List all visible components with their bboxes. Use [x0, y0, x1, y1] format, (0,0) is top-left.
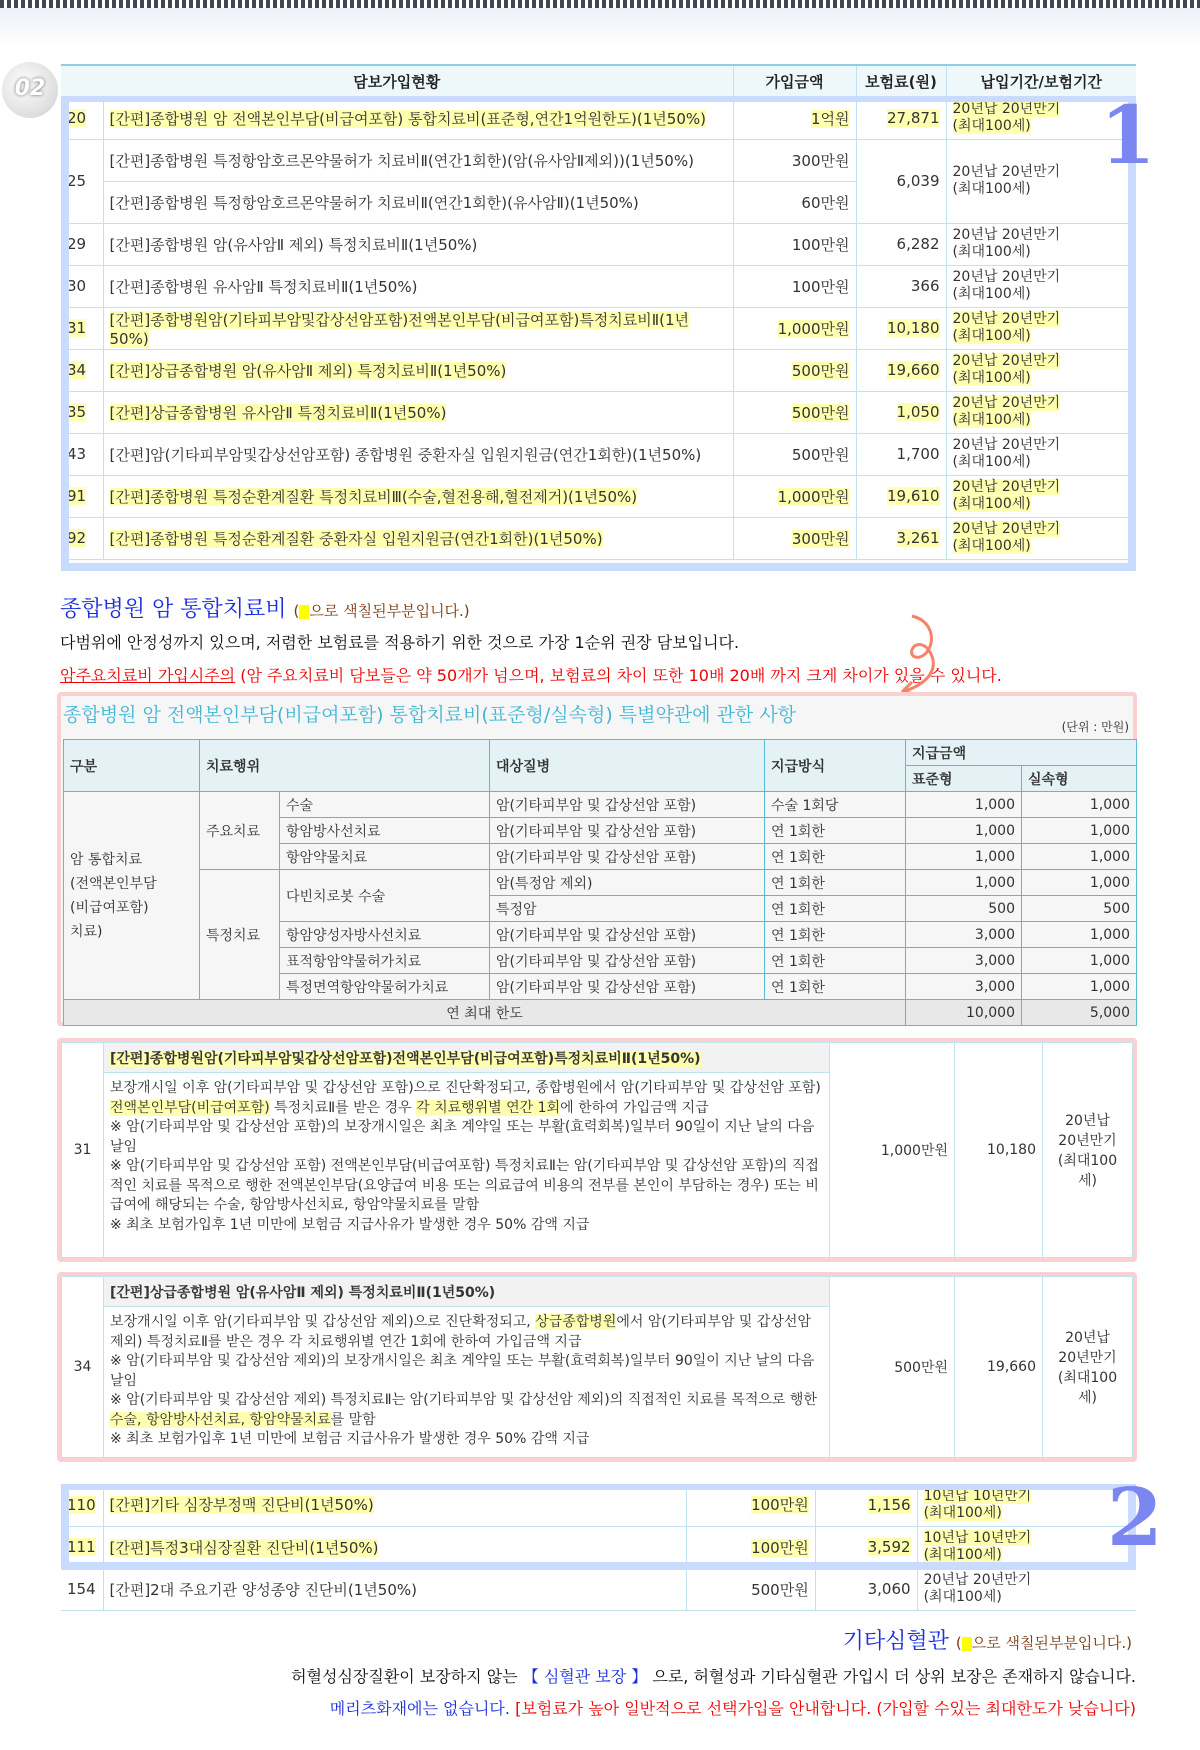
row-amount — [733, 223, 856, 265]
section1-desc: 다범위에 안정성까지 있으며, 저렴한 보험료를 적용하기 위한 것으로 가장 1순위 권장 담보입니다. — [60, 633, 740, 652]
period-max: (최대100세) — [952, 370, 1031, 386]
method-cell: 연 1회한 — [765, 922, 906, 948]
table-row — [61, 307, 1136, 349]
row-amount — [733, 181, 856, 223]
method-cell: 연 1회한 — [765, 974, 906, 1000]
col-premium: 보험료(원) — [856, 65, 946, 97]
row-amount-text: 1,000만원 — [777, 319, 850, 338]
period-max: (최대100세) — [1057, 1153, 1118, 1189]
period-term: 20년만기 — [1058, 1133, 1117, 1149]
section1-title-text: 종합병원 암 통합치료비 — [60, 597, 287, 622]
period-max: (최대100세) — [952, 496, 1031, 512]
row-premium-text: 366 — [910, 277, 940, 295]
row-amount — [733, 517, 856, 559]
row-amount-text: 300만원 — [791, 151, 850, 170]
row-period — [917, 1484, 1136, 1526]
act-cell: 수술 — [280, 792, 490, 818]
period-text: 20년납 20년만기 — [952, 164, 1061, 180]
row-premium — [856, 97, 946, 139]
method-cell: 연 1회한 — [765, 896, 906, 922]
row-premium — [856, 223, 946, 265]
row-name — [103, 307, 733, 349]
method-cell: 연 1회한 — [765, 844, 906, 870]
disease-cell: 암(기타피부암 및 갑상선암 포함) — [490, 844, 765, 870]
warning-text: (암 주요치료비 담보들은 약 50개가 넘으며, 보험료의 차이 또한 10배 20배 까지 크게 차이가 있을 수 있니다. — [235, 666, 1002, 685]
group-cell: 주요치료 — [200, 792, 280, 870]
text: 으로, 허혈성과 기타심혈관 가입시 더 상위 보장은 존재하지 않습니다. — [647, 1667, 1136, 1686]
detail-34-panel — [57, 1272, 1137, 1462]
section1-title — [60, 592, 470, 623]
detail-period — [1043, 1043, 1133, 1258]
period-text: 20년납 20년만기 — [923, 1572, 1032, 1588]
period-text: 20년납 20년만기 — [952, 101, 1061, 117]
act-cell: 항암약물치료 — [280, 844, 490, 870]
row-amount-text: 1,000만원 — [777, 487, 850, 506]
std-cell: 3,000 — [906, 948, 1022, 974]
row-name — [103, 1526, 687, 1568]
row-name-text: [간편]종합병원 특정순환계질환 중환자실 입원지원금(연간1회한)(1년50%) — [109, 529, 603, 548]
eco-cell: 1,000 — [1022, 948, 1137, 974]
row-amount — [733, 139, 856, 181]
detail-no: 31 — [62, 1043, 104, 1258]
table-row — [61, 1484, 1136, 1526]
note: 를 말함 — [330, 1411, 376, 1428]
row-name — [103, 391, 733, 433]
period-text: 10년납 10년만기 — [923, 1530, 1032, 1546]
row-amount-text: 1억원 — [810, 109, 850, 128]
period-max: (최대100세) — [1057, 1370, 1118, 1406]
row-premium — [856, 433, 946, 475]
row-premium-text: 6,039 — [896, 172, 940, 190]
std-cell: 1,000 — [906, 870, 1022, 896]
detail-title: [간편]상급종합병원 암(유사암Ⅱ 제외) 특정치료비Ⅱ(1년50%) — [104, 1277, 830, 1307]
text: 메리츠화재에는 없습니다. — [329, 1699, 510, 1718]
row-name-text: [간편]기타 심장부정맥 진단비(1년50%) — [109, 1496, 374, 1515]
method-cell: 연 1회한 — [765, 948, 906, 974]
table-row — [61, 223, 1136, 265]
row-premium — [856, 517, 946, 559]
row-amount — [733, 97, 856, 139]
row-name — [103, 181, 733, 223]
row-period — [946, 307, 1136, 349]
row-name-text: [간편]종합병원 특정항암호르몬약물허가 치료비Ⅱ(연간1회한)(암(유사암Ⅱ제외))(1년50%) — [109, 151, 694, 170]
section2-title-text: 기타심혈관 — [842, 1629, 949, 1654]
period-text: 20년납 20년만기 — [952, 269, 1061, 285]
row-no — [61, 475, 103, 517]
total-std: 10,000 — [906, 1000, 1022, 1026]
row-no — [61, 1484, 103, 1526]
paren: ( — [955, 1634, 962, 1652]
row-amount — [733, 475, 856, 517]
hdr-pay: 지급금액 — [906, 740, 1137, 766]
period-max: (최대100세) — [923, 1547, 1002, 1563]
row-name-text: [간편]상급종합병원 유사암Ⅱ 특정치료비Ⅱ(1년50%) — [109, 403, 447, 422]
row-name — [103, 1568, 687, 1610]
text: 에 한하여 가입금액 지급 — [560, 1099, 709, 1116]
row-no — [61, 349, 103, 391]
note: ※ 암(기타피부암 및 갑상선암 제외) 특정치료Ⅱ는 암(기타피부암 및 갑상선암 제외)의 직접적인 치료를 목적으로 행한 — [110, 1392, 817, 1408]
row-premium-text: 3,261 — [896, 529, 940, 547]
period-text: 20년납 20년만기 — [952, 437, 1061, 453]
row-amount — [733, 307, 856, 349]
period-text: 20년납 20년만기 — [952, 521, 1061, 537]
eco-cell: 1,000 — [1022, 922, 1137, 948]
special-terms-title: 종합병원 암 전액본인부담(비급여포함) 통합치료비(표준형/실속형) 특별약관에 관한 사항 — [63, 704, 797, 726]
row-no — [61, 223, 103, 265]
row-period — [946, 391, 1136, 433]
row-period — [946, 223, 1136, 265]
row-premium-text: 3,060 — [867, 1580, 911, 1598]
highlight: 전액본인부담(비급여포함) — [110, 1099, 270, 1116]
row-no — [61, 391, 103, 433]
row-no — [61, 307, 103, 349]
row-premium — [856, 265, 946, 307]
detail-title-text: [간편]종합병원암(기타피부암및갑상선암포함)전액본인부담(비급여포함)특정치료비Ⅱ(1년50%) — [110, 1050, 701, 1067]
warning-label: 암주요치료비 가입시주의 — [60, 666, 236, 685]
group-cell: 특정치료 — [200, 870, 280, 1000]
section2-title — [843, 1624, 1132, 1655]
table-row — [61, 475, 1136, 517]
row-name-text: [간편]특정3대심장질환 진단비(1년50%) — [109, 1538, 379, 1557]
row-name-text: [간편]종합병원 유사암Ⅱ 특정치료비Ⅱ(1년50%) — [109, 277, 418, 296]
detail-body — [104, 1307, 830, 1458]
table-row — [61, 391, 1136, 433]
row-no-text: 29 — [67, 235, 87, 253]
row-amount-text: 100만원 — [751, 1538, 809, 1557]
period-pay: 20년납 — [1065, 1113, 1110, 1129]
hdr-eco: 실속형 — [1022, 766, 1137, 792]
row-amount — [687, 1568, 816, 1610]
row-premium-text: 27,871 — [887, 109, 940, 127]
col-amount: 가입금액 — [733, 65, 856, 97]
row-name — [103, 265, 733, 307]
detail-premium: 10,180 — [955, 1043, 1043, 1258]
row-premium-text: 10,180 — [887, 319, 940, 337]
note: ※ 최초 보험가입후 1년 미만에 보험금 지급사유가 발생한 경우 50% 감액 지급 — [110, 1431, 590, 1447]
note: ※ 암(기타피부암 및 갑상선암 제외)의 보장개시일은 최초 계약일 또는 부활(효력회복)일부터 90일이 지난 날의 다음날임 — [110, 1353, 815, 1389]
period-text: 20년납 20년만기 — [952, 227, 1061, 243]
text: 보장개시일 이후 암(기타피부암 및 갑상선암 제외)으로 진단확정되고, — [110, 1314, 536, 1330]
std-cell: 500 — [906, 896, 1022, 922]
detail-premium: 19,660 — [955, 1277, 1043, 1458]
row-no — [61, 433, 103, 475]
act-cell: 항암방사선치료 — [280, 818, 490, 844]
table-row — [64, 792, 1137, 818]
row-amount-text: 500만원 — [751, 1580, 809, 1599]
row-period — [917, 1526, 1136, 1568]
row-premium — [856, 475, 946, 517]
row-premium — [856, 307, 946, 349]
row-name-text: [간편]종합병원암(기타피부암및갑상선암포함)전액본인부담(비급여포함)특정치료비Ⅱ(1년50%) — [109, 310, 690, 348]
note: ※ 최초 보험가입후 1년 미만에 보험금 지급사유가 발생한 경우 50% 감액 지급 — [110, 1216, 590, 1233]
table-row — [61, 139, 1136, 181]
period-text: 20년납 20년만기 — [952, 479, 1061, 495]
row-premium — [815, 1526, 917, 1568]
row-no-text: 34 — [67, 361, 87, 379]
special-terms-panel — [57, 692, 1137, 1026]
row-premium — [856, 139, 946, 223]
period-max: (최대100세) — [952, 286, 1031, 302]
row-amount — [733, 265, 856, 307]
period-max: (최대100세) — [952, 244, 1031, 260]
row-name — [103, 475, 733, 517]
table-row — [61, 1526, 1136, 1568]
category-cell: 암 통합치료 (전액본인부담 (비급여포함) 치료) — [64, 792, 200, 1000]
period-max: (최대100세) — [952, 538, 1031, 554]
row-period — [946, 349, 1136, 391]
std-cell: 3,000 — [906, 974, 1022, 1000]
period-term: 20년만기 — [1058, 1350, 1117, 1366]
std-cell: 1,000 — [906, 792, 1022, 818]
row-premium-text: 3,592 — [867, 1538, 911, 1556]
disease-cell: 특정암 — [490, 896, 765, 922]
row-name — [103, 223, 733, 265]
detail-period — [1043, 1277, 1133, 1458]
hdr-treat: 치료행위 — [200, 740, 490, 792]
top-dotted-border — [0, 0, 1200, 8]
section1-note: 으로 색칠된부분입니다.) — [309, 602, 470, 620]
row-name-text: [간편]종합병원 암 전액본인부담(비급여포함) 통합치료비(표준형,연간1억원한도)(1년50%) — [109, 109, 706, 128]
disease-cell: 암(기타피부암 및 갑상선암 포함) — [490, 948, 765, 974]
row-amount — [733, 349, 856, 391]
table-row — [61, 517, 1136, 559]
row-no — [61, 517, 103, 559]
table-row — [61, 1568, 1136, 1610]
period-max: (최대100세) — [923, 1504, 1002, 1521]
period-max: (최대100세) — [952, 454, 1031, 470]
method-cell: 연 1회한 — [765, 870, 906, 896]
row-amount-text: 100만원 — [751, 1496, 809, 1515]
row-period — [917, 1568, 1136, 1610]
detail-31-panel — [57, 1038, 1137, 1262]
hdr-gubun: 구분 — [64, 740, 200, 792]
note: ※ 암(기타피부암 및 갑상선암 포함)의 보장개시일은 최초 계약일 또는 부활(효력회복)일부터 90일이 지난 날의 다음날임 — [110, 1119, 815, 1155]
row-premium — [856, 349, 946, 391]
row-no — [61, 1568, 103, 1610]
total-row — [64, 1000, 1137, 1026]
method-cell: 수술 1회당 — [765, 792, 906, 818]
detail-amount: 500만원 — [830, 1277, 955, 1458]
row-no-text: 110 — [67, 1495, 96, 1514]
disease-cell: 암(기타피부암 및 갑상선암 포함) — [490, 922, 765, 948]
row-no-text: 20 — [67, 109, 87, 127]
section1-warning — [60, 663, 1002, 686]
note: ※ 암(기타피부암 및 갑상선암 포함) 전액본인부담(비급여포함) 특정치료Ⅱ는 암(기타피부암 및 갑상선암 포함)의 직접적인 치료를 목적으로 행한 전액본인부담(요양급여 비용 또는 의료급여 비용의 전부를 본인이 부담하는 경우) 또는 비급여에 해당되는 수술, 항암방사선치료, 항암약물치료를 말함 — [110, 1158, 819, 1213]
hdr-std: 표준형 — [906, 766, 1022, 792]
table-row — [61, 97, 1136, 139]
period-max: (최대100세) — [952, 118, 1031, 134]
act-cell: 표적항암약물허가치료 — [280, 948, 490, 974]
std-cell: 1,000 — [906, 844, 1022, 870]
total-label: 연 최대 한도 — [64, 1000, 906, 1026]
row-premium-text: 1,156 — [867, 1495, 911, 1514]
std-cell: 1,000 — [906, 818, 1022, 844]
highlight: 상급종합병원 — [535, 1314, 617, 1330]
row-no-text: 154 — [67, 1580, 96, 1598]
hdr-method: 지급방식 — [765, 740, 906, 792]
period-text: 20년납 20년만기 — [952, 395, 1061, 411]
section2-desc — [291, 1664, 1136, 1687]
disease-cell: 암(기타피부암 및 갑상선암 포함) — [490, 974, 765, 1000]
row-premium-text: 19,660 — [887, 361, 940, 379]
row-no-text: 91 — [67, 487, 87, 505]
table-row — [64, 870, 1137, 896]
top-fade — [0, 8, 1200, 48]
coverage-table-1 — [61, 64, 1136, 560]
yellow-swatch-icon — [962, 1637, 972, 1651]
row-no-text: 25 — [67, 172, 87, 190]
detail-amount: 1,000만원 — [830, 1043, 955, 1258]
row-no — [61, 97, 103, 139]
row-amount-text: 300만원 — [791, 529, 850, 548]
row-amount-text: 500만원 — [791, 361, 850, 380]
row-amount — [687, 1484, 816, 1526]
row-name-text: [간편]종합병원 암(유사암Ⅱ 제외) 특정치료비Ⅱ(1년50%) — [109, 235, 478, 254]
eco-cell: 1,000 — [1022, 870, 1137, 896]
period-text: 20년납 20년만기 — [952, 311, 1061, 327]
row-name — [103, 349, 733, 391]
detail-title — [104, 1043, 830, 1073]
row-period — [946, 265, 1136, 307]
disease-cell: 암(기타피부암 및 갑상선암 포함) — [490, 818, 765, 844]
period-max: (최대100세) — [952, 181, 1031, 197]
section-number-badge — [2, 62, 58, 118]
text: [보험료가 높아 일반적으로 선택가입을 안내합니다. (가입할 수있는 최대한도가 낮습니다) — [509, 1699, 1136, 1718]
table-row — [61, 265, 1136, 307]
row-premium — [815, 1568, 917, 1610]
text: 특정치료Ⅱ를 받은 경우 — [269, 1099, 417, 1116]
row-period — [946, 139, 1136, 223]
row-premium-text: 1,050 — [896, 403, 940, 421]
row-no-text: 111 — [67, 1538, 96, 1556]
period-max: (최대100세) — [952, 412, 1031, 428]
row-premium — [815, 1484, 917, 1526]
section2-warning — [330, 1696, 1136, 1719]
period-text: 20년납 20년만기 — [952, 353, 1061, 369]
highlight: 각 치료행위별 연간 1회 — [416, 1099, 561, 1116]
row-premium-text: 6,282 — [896, 235, 940, 253]
row-name — [103, 139, 733, 181]
emphasis: 【 심혈관 보장 】 — [522, 1667, 648, 1686]
row-premium-text: 1,700 — [896, 445, 940, 463]
row-no-text: 92 — [67, 529, 87, 547]
row-no-text: 30 — [67, 277, 87, 295]
row-name-text: [간편]종합병원 특정순환계질환 특정치료비Ⅲ(수술,혈전용해,혈전제거)(1년50%) — [109, 487, 638, 506]
detail-no: 34 — [62, 1277, 104, 1458]
group-2-mark: 2 — [1107, 1470, 1163, 1564]
std-cell: 3,000 — [906, 922, 1022, 948]
col-coverage: 담보가입현황 — [61, 65, 733, 97]
row-amount-text: 500만원 — [791, 403, 850, 422]
yellow-swatch-icon — [299, 605, 309, 619]
text: 허혈성심장질환이 보장하지 않는 — [291, 1667, 523, 1686]
row-no — [61, 139, 103, 223]
act-cell: 다빈치로봇 수술 — [280, 870, 490, 922]
row-name — [103, 97, 733, 139]
hdr-disease: 대상질병 — [490, 740, 765, 792]
row-no-text: 31 — [67, 319, 87, 337]
row-name — [103, 517, 733, 559]
row-name-text: [간편]암(기타피부암및갑상선암포함) 종합병원 중환자실 입원지원금(연간1회한)(1년50%) — [109, 445, 702, 464]
period-text: 10년납 10년만기 — [923, 1487, 1032, 1504]
table-row — [61, 433, 1136, 475]
total-eco: 5,000 — [1022, 1000, 1137, 1026]
act-cell: 특정면역항암약물허가치료 — [280, 974, 490, 1000]
row-no-text: 43 — [67, 445, 87, 463]
method-cell: 연 1회한 — [765, 818, 906, 844]
row-no — [61, 265, 103, 307]
row-name — [103, 433, 733, 475]
eco-cell: 500 — [1022, 896, 1137, 922]
paren: ( — [293, 602, 300, 620]
text: 보장개시일 이후 암(기타피부암 및 갑상선암 포함)으로 진단확정되고, 종합병원에서 암(기타피부암 및 갑상선암 포함) — [110, 1080, 821, 1096]
badge-text: 02 — [14, 76, 46, 101]
row-name — [103, 1484, 687, 1526]
row-premium-text: 19,610 — [887, 487, 940, 505]
row-name-text: [간편]종합병원 특정항암호르몬약물허가 치료비Ⅱ(연간1회한)(유사암Ⅱ)(1년50%) — [109, 193, 639, 212]
row-amount-text: 500만원 — [791, 445, 850, 464]
text: 에서 암(기타피부암 및 갑상선암 제외) 특정치료Ⅱ를 받은 경우 각 치료행위별 연간 1회에 한하여 가입금액 지급 — [110, 1314, 811, 1350]
row-no-text: 35 — [67, 403, 87, 421]
row-period — [946, 97, 1136, 139]
row-amount-text: 100만원 — [791, 277, 850, 296]
curly-arrow-icon — [890, 612, 950, 702]
row-amount-text: 100만원 — [791, 235, 850, 254]
row-amount-text: 60만원 — [801, 193, 850, 212]
act-cell: 항암양성자방사선치료 — [280, 922, 490, 948]
row-premium — [856, 391, 946, 433]
row-amount — [687, 1526, 816, 1568]
disease-cell: 암(특정암 제외) — [490, 870, 765, 896]
detail-body — [104, 1073, 830, 1258]
row-period — [946, 517, 1136, 559]
period-max: (최대100세) — [952, 328, 1031, 344]
table-row — [61, 349, 1136, 391]
section2-note: 으로 색칠된부분입니다.) — [971, 1634, 1132, 1652]
special-terms-table — [63, 739, 1137, 1026]
period-pay: 20년납 — [1065, 1330, 1110, 1346]
row-period — [946, 433, 1136, 475]
eco-cell: 1,000 — [1022, 818, 1137, 844]
disease-cell: 암(기타피부암 및 갑상선암 포함) — [490, 792, 765, 818]
row-amount — [733, 433, 856, 475]
col-period: 납입기간/보험기간 — [946, 65, 1136, 97]
eco-cell: 1,000 — [1022, 844, 1137, 870]
row-amount — [733, 391, 856, 433]
eco-cell: 1,000 — [1022, 792, 1137, 818]
highlight: 수술, 항암방사선치료, 항암약물치료 — [110, 1411, 331, 1428]
unit-label: (단위 : 만원) — [1061, 720, 1129, 734]
row-period — [946, 475, 1136, 517]
row-name-text: [간편]2대 주요기관 양성종양 진단비(1년50%) — [109, 1580, 417, 1599]
coverage-table-2 — [61, 1484, 1136, 1611]
period-max: (최대100세) — [923, 1589, 1002, 1605]
eco-cell: 1,000 — [1022, 974, 1137, 1000]
row-name-text: [간편]상급종합병원 암(유사암Ⅱ 제외) 특정치료비Ⅱ(1년50%) — [109, 361, 507, 380]
row-no — [61, 1526, 103, 1568]
group-1-mark: 1 — [1100, 88, 1156, 182]
